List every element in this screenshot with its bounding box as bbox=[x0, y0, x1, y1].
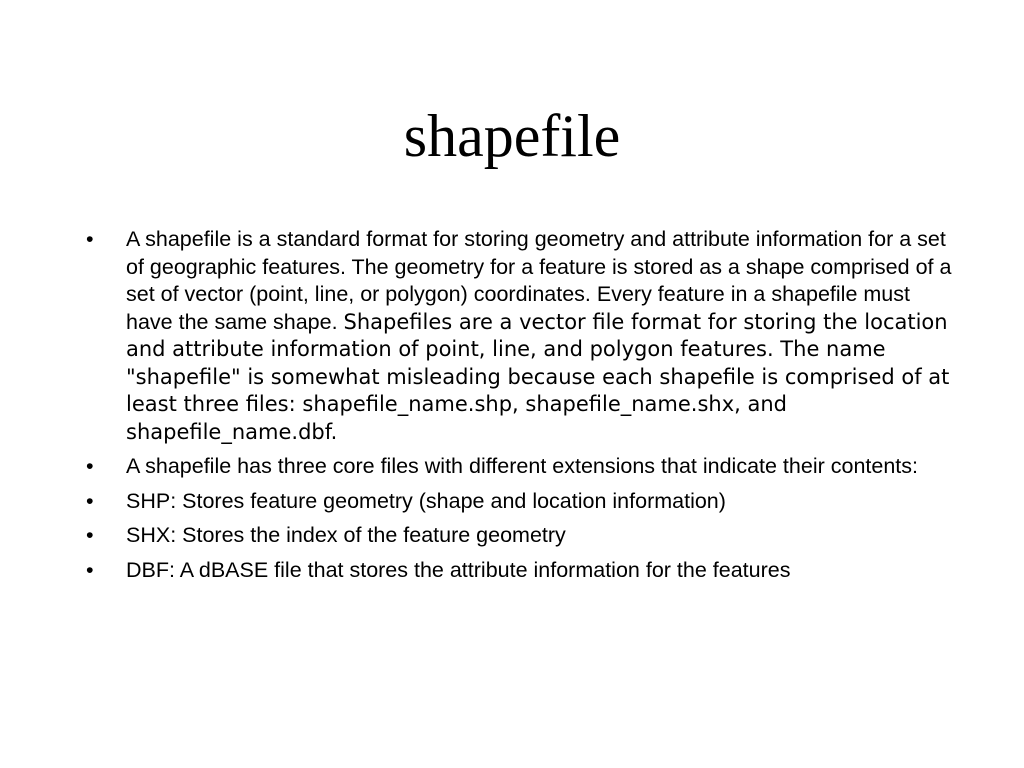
bullet-text: A shapefile has three core files with different extensions that indicate their contents: bbox=[126, 454, 918, 478]
bullet-text: SHX: Stores the index of the feature geometry bbox=[126, 523, 566, 547]
bullet-text: DBF: A dBASE file that stores the attribute information for the features bbox=[126, 557, 791, 582]
bullet-item bbox=[85, 453, 955, 481]
bullet-item bbox=[85, 488, 955, 516]
bullet-item bbox=[85, 226, 955, 446]
bullet-marker: • bbox=[86, 557, 94, 582]
bullet-marker: • bbox=[86, 227, 94, 251]
bullet-marker: • bbox=[86, 454, 94, 478]
bullet-marker: • bbox=[86, 523, 94, 547]
bullet-list bbox=[85, 226, 955, 591]
bullet-text-part-2: Shapefiles are a vector file format for storing the location and attribute information of point, line, and polygon features. The name "shapefile" is somewhat misleading because each shapefile is comprised of at least three files: shapefile_name.shp, shapefile_name.shx, and shapefile_name.dbf. bbox=[126, 309, 950, 444]
bullet-text: SHP: Stores feature geometry (shape and location information) bbox=[126, 488, 726, 513]
bullet-text-part-1: A shapefile is a standard format for storing geometry and attribute information for a set of geographic features. The geometry for a feature is stored as a shape comprised of a set of vector (point, line, or polygon) coordinates. Every feature in a shapefile must have the same shape. bbox=[126, 227, 952, 334]
bullet-marker: • bbox=[86, 488, 94, 513]
bullet-text bbox=[126, 226, 955, 446]
bullet-item bbox=[85, 522, 955, 550]
bullet-item bbox=[85, 557, 955, 585]
slide-title: shapefile bbox=[403, 103, 621, 169]
